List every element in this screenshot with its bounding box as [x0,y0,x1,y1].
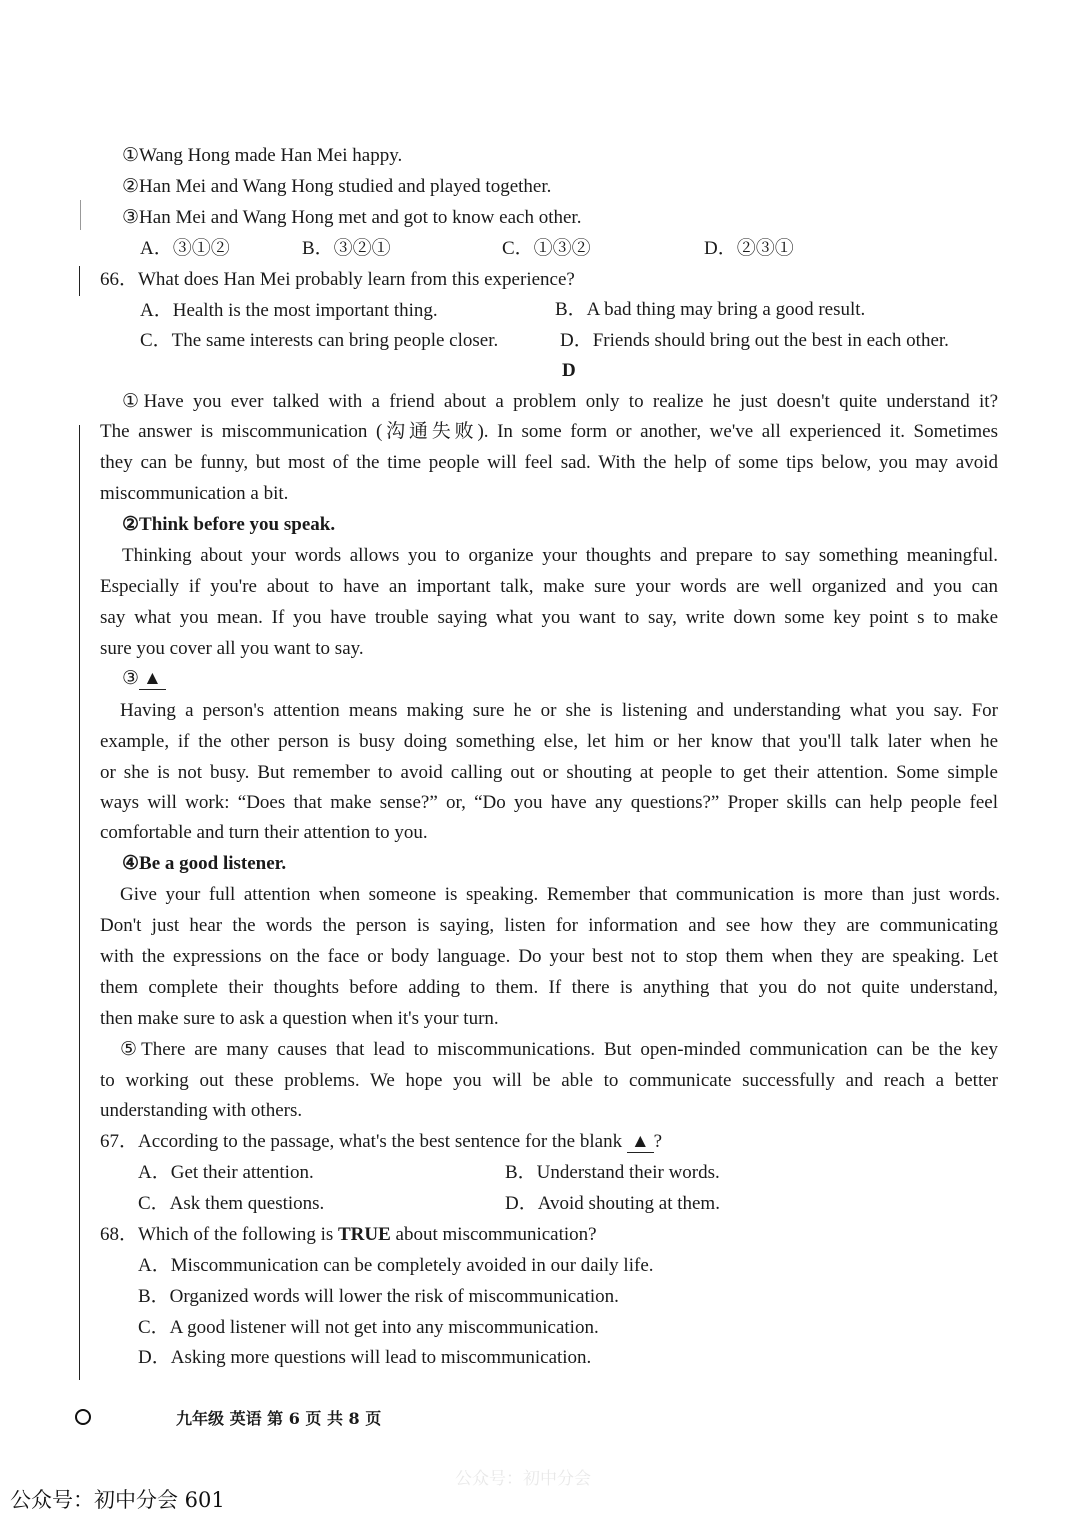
q67-blank: ▲ [627,1132,654,1153]
heading-listener: ④Be a good listener. [122,853,287,874]
p4-line-2: Don't just hear the words the person is saying, listen for information and see how they are communicating [100,915,998,936]
p3-line-4: ways will work: “Does that make sense?” or, “Do you have any questions?” Proper skills can help people feel [100,792,998,813]
q66-question: 66．What does Han Mei probably learn from this experience? [100,269,575,290]
p3-line-5: comfortable and turn their attention to you. [100,822,428,843]
q68-option-b: B．Organized words will lower the risk of miscommunication. [138,1286,619,1307]
p1-line-3: they can be funny, but most of the time people will feel sad. With the help of some tips below, you may avoid [100,452,998,473]
margin-line-top [79,266,80,296]
p5-line-3: understanding with others. [100,1100,303,1121]
margin-line-main [79,425,80,1380]
q66-option-c: C．The same interests can bring people closer. [140,330,499,351]
q65-option-a: A．③①② [140,238,230,259]
p4-line-4: them complete their thoughts before adding to them. If there is anything that you do not quite understand, [100,977,998,998]
q68-option-d: D．Asking more questions will lead to miscommunication. [138,1347,592,1368]
q65-option-c: C．①③② [502,238,591,259]
p5-line-1: ⑤There are many causes that lead to miscommunications. But open-minded communication can be the key [120,1039,998,1060]
p1-line-4: miscommunication a bit. [100,483,289,504]
watermark: 公众号：初中分会 [455,1469,591,1489]
p4-line-1: Give your full attention when someone is speaking. Remember that communication is more than just words. [120,884,1000,905]
q68-question-post: about miscommunication? [390,1224,597,1245]
heading-blank [122,667,166,691]
p3-line-3: or she is not busy. But remember to avoid calling out or shouting at people to get their attention. Some simple [100,762,998,783]
heading-blank-number: ③ [122,668,140,689]
q65-event-2: ②Han Mei and Wang Hong studied and played together. [122,176,552,197]
q68-option-a: A．Miscommunication can be completely avoided in our daily life. [138,1255,654,1276]
q68-option-c: C．A good listener will not get into any miscommunication. [138,1317,599,1338]
q66-option-b: B．A bad thing may bring a good result. [555,299,866,320]
heading-blank-triangle: ▲ [139,669,166,690]
q67-option-c: C．Ask them questions. [138,1193,325,1214]
q65-event-3: ③Han Mei and Wang Hong met and got to know each other. [122,207,582,228]
q68-question-pre: 68．Which of the following is [100,1224,338,1245]
p4-line-3: with the expressions on the face or body language. Do your best not to stop them when they are speaking. Let [100,946,998,967]
q67-question-line [100,1130,662,1154]
p2-line-3: say what you mean. If you have trouble saying what you want to say, write down some key point s to make [100,607,998,628]
heading-think: ②Think before you speak. [122,514,336,535]
p1-line-2: The answer is miscommunication (沟通失败). In some form or another, we've all experienced it. Sometimes [100,421,998,442]
q66-option-a: A．Health is the most important thing. [140,300,438,321]
p4-line-5: then make sure to ask a question when it's your turn. [100,1008,499,1029]
p3-line-2: example, if the other person is busy doing something else, let him or her know that you'll talk later when he [100,731,998,752]
q67-option-d: D．Avoid shouting at them. [505,1193,720,1214]
q67-question-end: ? [653,1131,663,1152]
q66-option-d: D．Friends should bring out the best in each other. [560,330,949,351]
margin-dash [80,200,81,230]
bottom-tag: 公众号：初中分会 601 [10,1488,225,1512]
passage-label: D [562,360,576,381]
p5-line-2: to working out these problems. We hope you will be able to communicate successfully and reach a better [100,1070,998,1091]
p3-line-1: Having a person's attention means making sure he or she is listening and understanding what you say. For [120,700,998,721]
q67-option-b: B．Understand their words. [505,1162,720,1183]
p2-line-2: Especially if you're about to have an important talk, make sure your words are well organized and you can [100,576,998,597]
q65-option-b: B．③②① [302,238,391,259]
q68-question-bold: TRUE [338,1224,391,1245]
q65-option-d: D．②③① [704,238,794,259]
q67-option-a: A．Get their attention. [138,1162,314,1183]
p2-line-1: Thinking about your words allows you to organize your thoughts and prepare to say something meaningful. [122,545,998,566]
q67-question: 67．According to the passage, what's the best sentence for the blank [100,1131,623,1152]
page-circle-icon [75,1409,91,1425]
page-footer: 九年级 英语 第 6 页 共 8 页 [176,1409,382,1428]
q68-question-line [100,1223,597,1247]
p1-line-1: ①Have you ever talked with a friend about a problem only to realize he just doesn't quite understand it? [122,391,998,412]
q65-event-1: ①Wang Hong made Han Mei happy. [122,145,403,166]
p2-line-4: sure you cover all you want to say. [100,638,364,659]
